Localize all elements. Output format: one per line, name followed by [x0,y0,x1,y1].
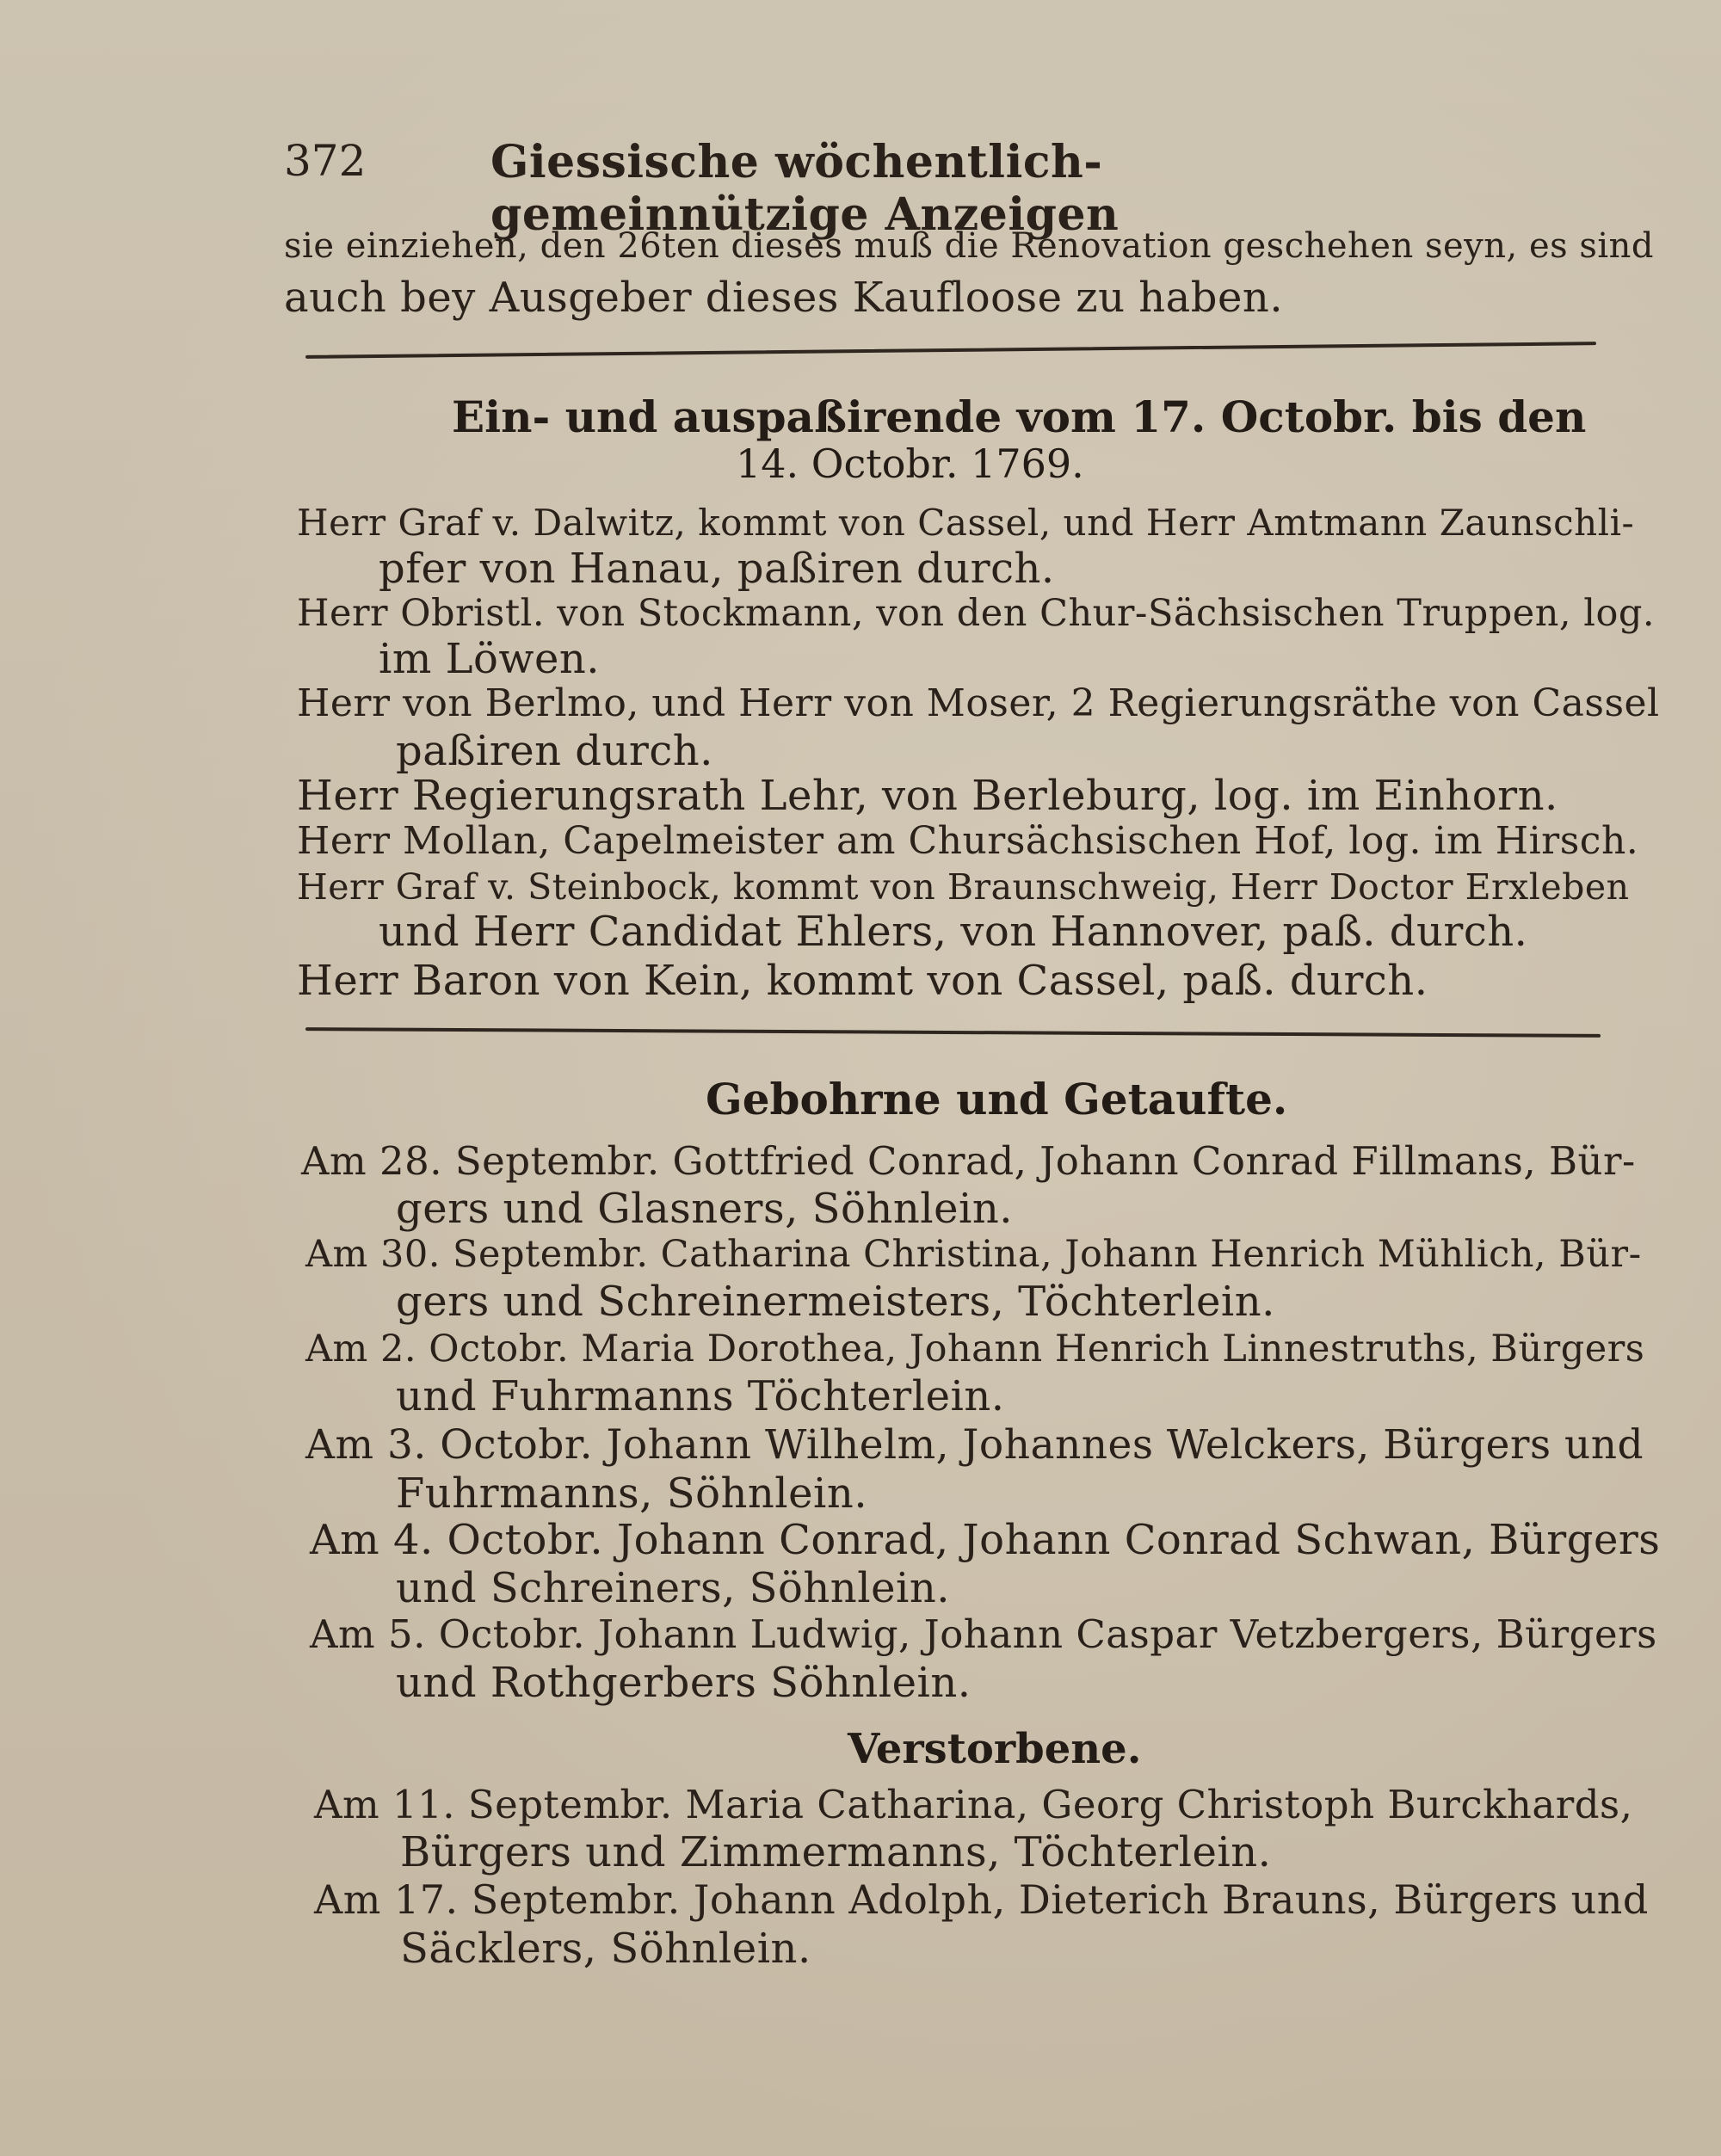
traveller-entry: Herr Regierungsrath Lehr, von Berleburg, log. im Einhorn. [297,772,1558,820]
traveller-entry-cont: im Löwen. [379,635,601,683]
death-entry-cont: Säcklers, Söhnlein. [400,1925,811,1973]
birth-entry-cont: und Fuhrmanns Töchterlein. [396,1372,1005,1420]
birth-entry: Am 2. Octobr. Maria Dorothea, Johann Henrich Linnestruths, Bürgers [305,1327,1645,1371]
birth-entry: Am 30. Septembr. Catharina Christina, Johann Henrich Mühlich, Bür- [305,1233,1642,1276]
travellers-heading-line-2: 14. Octobr. 1769. [736,440,1084,487]
birth-entry: Am 5. Octobr. Johann Ludwig, Johann Caspar Vetzbergers, Bürgers [310,1611,1657,1657]
traveller-entry: Herr Obristl. von Stockmann, von den Chur-Sächsischen Truppen, log. [297,592,1656,635]
traveller-entry: Herr Graf v. Dalwitz, kommt von Cassel, und Herr Amtmann Zaunschli- [297,502,1635,544]
birth-entry-cont: und Rothgerbers Söhnlein. [396,1659,972,1707]
page-header [284,136,1437,241]
birth-entry-cont: gers und Glasners, Söhnlein. [396,1185,1014,1233]
birth-entry: Am 4. Octobr. Johann Conrad, Johann Conrad Schwan, Bürgers [310,1516,1661,1564]
section-divider [305,1027,1601,1038]
death-entry: Am 17. Septembr. Johann Adolph, Dieterich Brauns, Bürgers und [314,1876,1649,1923]
birth-entry-cont: und Schreiners, Söhnlein. [396,1564,950,1612]
traveller-entry: Herr Mollan, Capelmeister am Chursächsischen Hof, log. im Hirsch. [297,819,1639,863]
intro-line-1: sie einziehen, den 26ten dieses muß die Renovation geschehen seyn, es sind [284,226,1655,266]
travellers-heading-line-1: Ein- und auspaßirende vom 17. Octobr. bis den [452,391,1587,442]
traveller-entry-cont: und Herr Candidat Ehlers, von Hannover, paß. durch. [379,908,1528,956]
intro-line-2: auch bey Ausgeber dieses Kaufloose zu haben. [284,274,1284,322]
traveller-entry: Herr Baron von Kein, kommt von Cassel, paß. durch. [297,957,1428,1005]
traveller-entry-cont: pfer von Hanau, paßiren durch. [379,545,1055,593]
page-number: 372 [284,136,367,186]
traveller-entry: Herr von Berlmo, und Herr von Moser, 2 Regierungsräthe von Cassel [297,681,1660,725]
traveller-entry: Herr Graf v. Steinbock, kommt von Braunschweig, Herr Doctor Erxleben [297,866,1630,908]
death-entry: Am 11. Septembr. Maria Catharina, Georg Christoph Burckhards, [314,1782,1633,1827]
birth-entry: Am 3. Octobr. Johann Wilhelm, Johannes Welckers, Bürgers und [305,1421,1644,1469]
birth-entry-cont: Fuhrmanns, Söhnlein. [396,1469,868,1518]
birth-entry: Am 28. Septembr. Gottfried Conrad, Johann Conrad Fillmans, Bür- [301,1138,1636,1184]
death-entry-cont: Bürgers und Zimmermanns, Töchterlein. [400,1828,1272,1876]
births-heading: Gebohrne und Getaufte. [706,1074,1288,1124]
section-divider [305,342,1596,359]
traveller-entry-cont: paßiren durch. [396,727,713,775]
birth-entry-cont: gers und Schreinermeisters, Töchterlein. [396,1278,1275,1326]
deaths-heading: Verstorbene. [848,1725,1142,1773]
running-title: Giessische wöchentlich-gemeinnützige Anzeigen [490,136,1120,241]
